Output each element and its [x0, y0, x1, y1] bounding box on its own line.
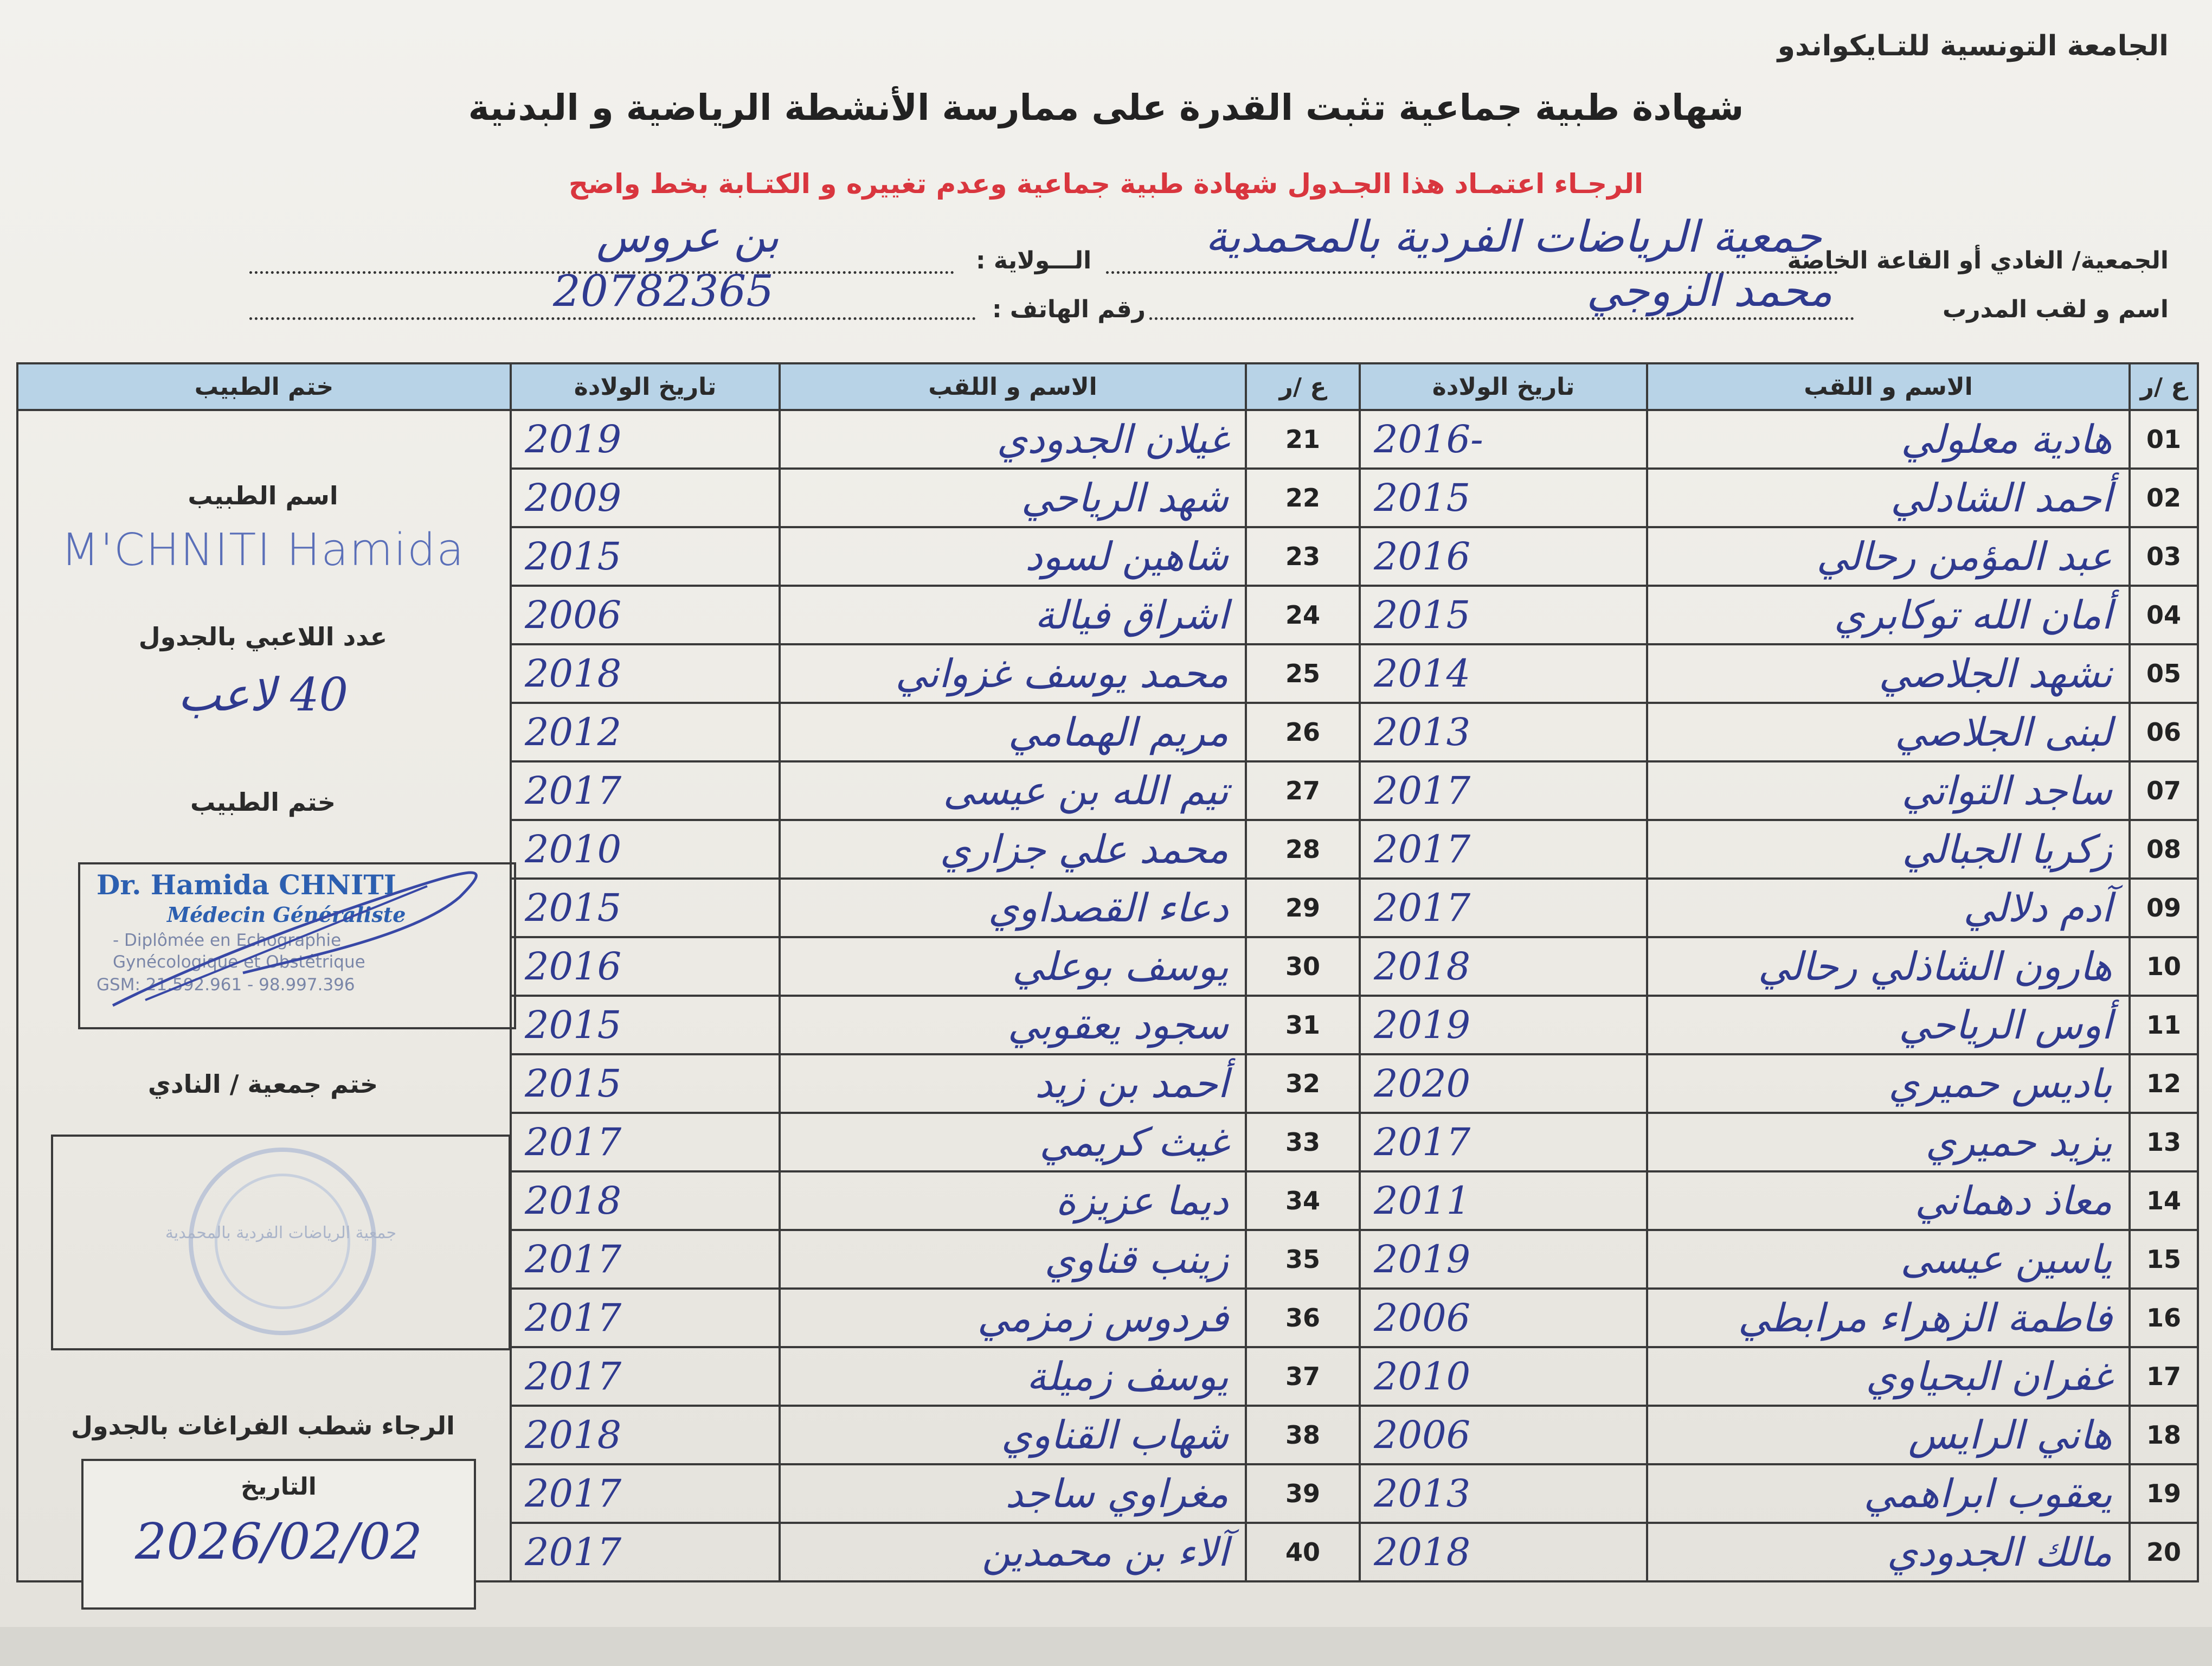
doctor-stamp-box	[78, 862, 516, 1029]
stamp-doctor-name: Dr. Hamida CHNITI	[97, 869, 396, 901]
cell-name-left: ياسين عيسى	[1647, 1230, 2130, 1289]
doctor-side-panel	[18, 408, 507, 1558]
cell-dob-left: 2020	[1360, 1054, 1647, 1113]
cell-dob-left: 2015	[1360, 586, 1647, 644]
cell-num-left: 03	[2130, 527, 2198, 586]
cell-num-right: 26	[1246, 703, 1360, 761]
cell-dob-right: 2018	[511, 1406, 780, 1464]
club-label: الجمعية/ الغادي أو القاعة الخاصة	[1787, 247, 2169, 274]
cell-num-right: 31	[1246, 996, 1360, 1054]
cell-dob-right: 2012	[511, 703, 780, 761]
doctor-name-label: اسم الطبيب	[188, 481, 338, 510]
cell-num-left: 02	[2130, 469, 2198, 527]
col-name-right: الاسم و اللقب	[780, 363, 1246, 410]
cell-num-right: 27	[1246, 761, 1360, 820]
cell-num-left: 10	[2130, 937, 2198, 996]
cell-num-right: 28	[1246, 820, 1360, 879]
state-label: الـــولاية :	[976, 247, 1092, 274]
cell-num-right: 21	[1246, 410, 1360, 469]
strike-blanks-note: الرجاء شطب الفراغات بالجدول	[71, 1411, 455, 1440]
players-count-label: عدد اللاعبي بالجدول	[138, 622, 388, 651]
cell-dob-left: 2011	[1360, 1171, 1647, 1230]
cell-name-left: فاطمة الزهراء مرابطي	[1647, 1289, 2130, 1347]
cell-name-right: مغراوي ساجد	[780, 1464, 1246, 1523]
coach-value: محمد الزوجي	[1586, 266, 1832, 316]
cell-dob-left: 2006	[1360, 1289, 1647, 1347]
cell-dob-right: 2019	[511, 410, 780, 469]
cell-num-right: 22	[1246, 469, 1360, 527]
cell-dob-left: 2019	[1360, 996, 1647, 1054]
cell-dob-right: 2017	[511, 1230, 780, 1289]
doctor-stamp-label: ختم الطبيب	[190, 787, 336, 817]
cell-num-left: 09	[2130, 879, 2198, 937]
cell-name-left: آدم دلالي	[1647, 879, 2130, 937]
cell-dob-right: 2006	[511, 586, 780, 644]
cell-num-left: 19	[2130, 1464, 2198, 1523]
col-num-right: ع /ر	[1246, 363, 1360, 410]
cell-name-left: نشهد الجلاصي	[1647, 644, 2130, 703]
cell-dob-right: 2017	[511, 1113, 780, 1171]
cell-name-right: محمد علي جزاري	[780, 820, 1246, 879]
cell-num-left: 17	[2130, 1347, 2198, 1406]
cell-dob-right: 2015	[511, 879, 780, 937]
cell-dob-left: 2018	[1360, 937, 1647, 996]
cell-num-right: 30	[1246, 937, 1360, 996]
cell-name-right: غيث كريمي	[780, 1113, 1246, 1171]
cell-name-left: عبد المؤمن رحالي	[1647, 527, 2130, 586]
state-value: بن عروس	[596, 212, 779, 262]
cell-dob-left: 2013	[1360, 1464, 1647, 1523]
cell-num-left: 01	[2130, 410, 2198, 469]
date-box	[81, 1459, 476, 1610]
cell-name-right: ديما عزيزة	[780, 1171, 1246, 1230]
date-value: 2026/02/02	[134, 1513, 423, 1571]
cell-num-right: 39	[1246, 1464, 1360, 1523]
cell-name-right: شاهين لسود	[780, 527, 1246, 586]
cell-dob-right: 2017	[511, 1289, 780, 1347]
cell-num-right: 35	[1246, 1230, 1360, 1289]
cell-num-right: 24	[1246, 586, 1360, 644]
cell-dob-left: 2016	[1360, 527, 1647, 586]
cell-name-right: شهاب القناوي	[780, 1406, 1246, 1464]
cell-dob-right: 2017	[511, 761, 780, 820]
cell-name-right: يوسف بوعلي	[780, 937, 1246, 996]
cell-num-left: 05	[2130, 644, 2198, 703]
cell-dob-right: 2015	[511, 527, 780, 586]
cell-name-right: مريم الهمامي	[780, 703, 1246, 761]
doctor-name-value: M'CHNITI Hamida	[61, 524, 465, 576]
cell-name-right: اشراق فيالة	[780, 586, 1246, 644]
cell-dob-left: 2006	[1360, 1406, 1647, 1464]
cell-num-right: 37	[1246, 1347, 1360, 1406]
cell-name-left: معاذ دهماني	[1647, 1171, 2130, 1230]
round-stamp-text: جمعية الرياضات الفردية بالمحمدية	[165, 1223, 397, 1242]
col-num-left: ع /ر	[2130, 363, 2198, 410]
cell-name-right: زينب قناوي	[780, 1230, 1246, 1289]
stamp-specialty: Médecin Généraliste	[167, 902, 406, 927]
cell-dob-left: 2015	[1360, 469, 1647, 527]
cell-num-right: 40	[1246, 1523, 1360, 1581]
cell-num-left: 20	[2130, 1523, 2198, 1581]
cell-num-left: 12	[2130, 1054, 2198, 1113]
cell-name-left: أمان الله توكابري	[1647, 586, 2130, 644]
cell-name-right: آلاء بن محمدين	[780, 1523, 1246, 1581]
cell-dob-left: 2010	[1360, 1347, 1647, 1406]
cell-dob-right: 2018	[511, 644, 780, 703]
cell-num-right: 36	[1246, 1289, 1360, 1347]
cell-name-left: غفران البحياوي	[1647, 1347, 2130, 1406]
cell-name-left: ساجد التواتي	[1647, 761, 2130, 820]
cell-dob-right: 2015	[511, 996, 780, 1054]
club-value: جمعية الرياضات الفردية بالمحمدية	[1205, 212, 1822, 262]
cell-name-left: لبنى الجلاصي	[1647, 703, 2130, 761]
cell-dob-left: 2016-	[1360, 410, 1647, 469]
cell-dob-left: 2013	[1360, 703, 1647, 761]
cell-dob-right: 2018	[511, 1171, 780, 1230]
cell-name-left: يزيد حميري	[1647, 1113, 2130, 1171]
cell-num-right: 34	[1246, 1171, 1360, 1230]
cell-num-left: 04	[2130, 586, 2198, 644]
coach-dotted-line	[1149, 317, 1854, 320]
cell-num-left: 07	[2130, 761, 2198, 820]
cell-dob-right: 2016	[511, 937, 780, 996]
cell-name-right: فردوس زمزمي	[780, 1289, 1246, 1347]
stamp-diploma: - Diplômée en Echographie	[113, 931, 342, 950]
date-label: التاريخ	[241, 1473, 317, 1501]
cell-num-left: 14	[2130, 1171, 2198, 1230]
cell-dob-left: 2019	[1360, 1230, 1647, 1289]
cell-dob-left: 2017	[1360, 820, 1647, 879]
cell-name-right: تيم الله بن عيسى	[780, 761, 1246, 820]
col-dob-left: تاريخ الولادة	[1360, 363, 1647, 410]
cell-name-left: هادية معلولي	[1647, 410, 2130, 469]
cell-name-left: أحمد الشادلي	[1647, 469, 2130, 527]
cell-dob-right: 2017	[511, 1347, 780, 1406]
cell-name-right: دعاء القصداوي	[780, 879, 1246, 937]
cell-num-left: 15	[2130, 1230, 2198, 1289]
phone-label: رقم الهاتف :	[992, 296, 1146, 323]
cell-name-right: يوسف زميلة	[780, 1347, 1246, 1406]
cell-dob-right: 2017	[511, 1464, 780, 1523]
cell-name-left: أوس الرياحي	[1647, 996, 2130, 1054]
club-stamp-label: ختم جمعية / النادي	[147, 1069, 378, 1099]
cell-num-left: 06	[2130, 703, 2198, 761]
phone-dotted-line	[249, 317, 976, 320]
instruction-note: الرجـاء اعتمـاد هذا الجـدول شهادة طبية جماعية وعدم تغييره و الكتـابة بخط واضح	[568, 168, 1644, 200]
coach-label: اسم و لقب المدرب	[1943, 296, 2169, 323]
cell-name-left: هارون الشاذلي رحالي	[1647, 937, 2130, 996]
federation-name: الجامعة التونسية للتـايكواندو	[1777, 30, 2169, 62]
cell-name-left: باديس حميري	[1647, 1054, 2130, 1113]
cell-dob-right: 2015	[511, 1054, 780, 1113]
cell-name-left: مالك الجدودي	[1647, 1523, 2130, 1581]
cell-num-right: 29	[1246, 879, 1360, 937]
cell-dob-left: 2017	[1360, 761, 1647, 820]
cell-name-right: شهد الرياحي	[780, 469, 1246, 527]
cell-num-right: 23	[1246, 527, 1360, 586]
doctor-signature-icon	[80, 864, 514, 1027]
cell-dob-right: 2010	[511, 820, 780, 879]
cell-name-left: يعقوب ابراهمي	[1647, 1464, 2130, 1523]
cell-dob-left: 2014	[1360, 644, 1647, 703]
phone-value: 20782365	[553, 266, 774, 316]
stamp-phone: GSM: 21.592.961 - 98.997.396	[97, 975, 355, 995]
cell-dob-right: 2009	[511, 469, 780, 527]
form-title: شهادة طبية جماعية تثبت القدرة على ممارسة الأنشطة الرياضية و البدنية	[468, 87, 1744, 129]
cell-num-left: 13	[2130, 1113, 2198, 1171]
cell-name-right: سجود يعقوبي	[780, 996, 1246, 1054]
cell-num-left: 11	[2130, 996, 2198, 1054]
cell-num-right: 25	[1246, 644, 1360, 703]
col-name-left: الاسم و اللقب	[1647, 363, 2130, 410]
cell-dob-left: 2018	[1360, 1523, 1647, 1581]
cell-name-right: غيلان الجدودي	[780, 410, 1246, 469]
cell-num-left: 08	[2130, 820, 2198, 879]
cell-name-right: أحمد بن زيد	[780, 1054, 1246, 1113]
col-doctor-stamp: ختم الطبيب	[17, 363, 511, 410]
club-stamp-box	[51, 1135, 511, 1350]
table-header-row	[17, 363, 2198, 410]
cell-name-left: هاني الرايس	[1647, 1406, 2130, 1464]
cell-num-right: 38	[1246, 1406, 1360, 1464]
cell-dob-left: 2017	[1360, 1113, 1647, 1171]
players-count-value: 40 لاعب	[177, 668, 349, 721]
cell-name-left: زكريا الجبالي	[1647, 820, 2130, 879]
cell-num-right: 33	[1246, 1113, 1360, 1171]
cell-num-left: 18	[2130, 1406, 2198, 1464]
cell-num-left: 16	[2130, 1289, 2198, 1347]
cell-dob-left: 2017	[1360, 879, 1647, 937]
cell-dob-right: 2017	[511, 1523, 780, 1581]
cell-name-right: محمد يوسف غزواني	[780, 644, 1246, 703]
col-dob-right: تاريخ الولادة	[511, 363, 780, 410]
stamp-diploma-detail: Gynécologique et Obstétrique	[113, 952, 365, 972]
cell-num-right: 32	[1246, 1054, 1360, 1113]
